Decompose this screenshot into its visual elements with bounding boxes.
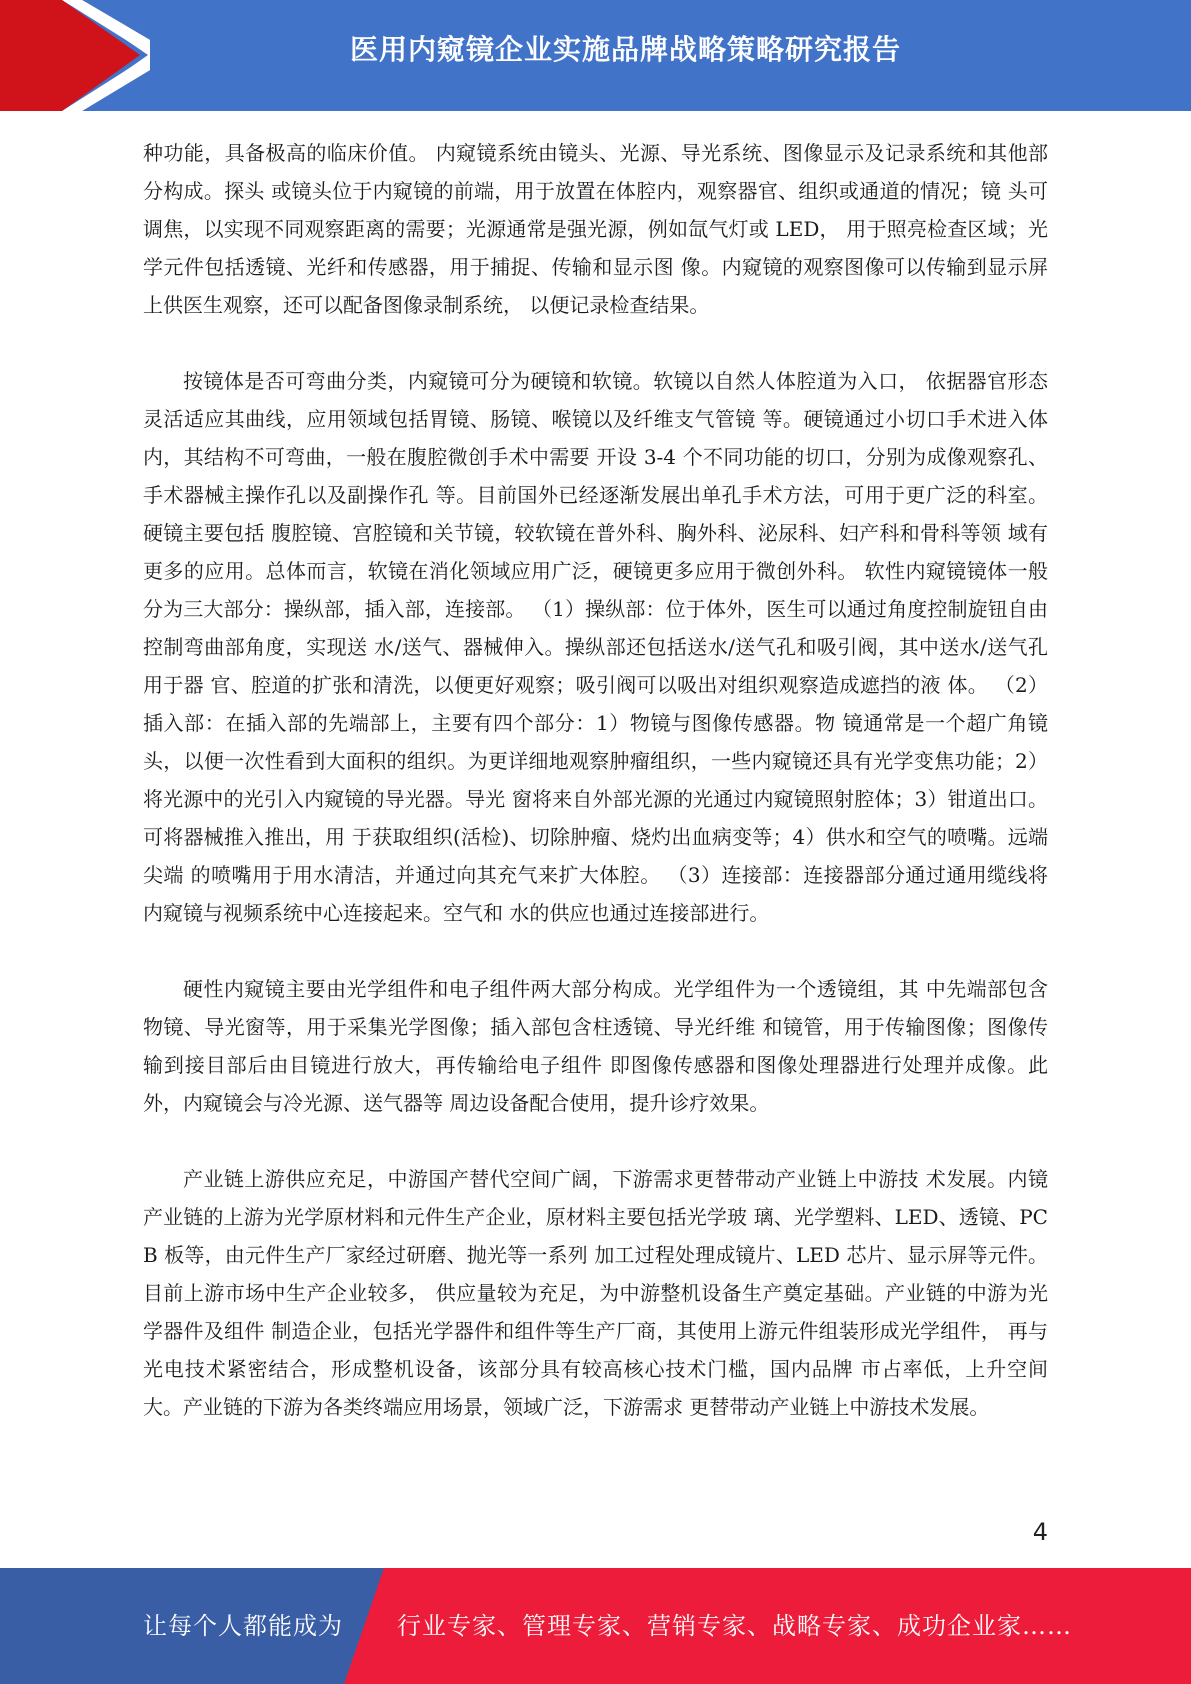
footer-slogan-left: 让每个人都能成为 [143,1612,343,1640]
paragraph-4: 产业链上游供应充足，中游国产替代空间广阔，下游需求更替带动产业链上中游技 术发展。内镜产业链的上游为光学原材料和元件生产企业，原材料主要包括光学玻 璃、光学塑料、LED、透镜、PCB 板等，由元件生产厂家经过研磨、抛光等一系列 加工过程处理成镜片、LED 芯片、显示屏等元件。目前上游市场中生产企业较多， 供应量较为充足，为中游整机设备生产奠定基础。产业链的中游为光学器件及组件 制造企业，包括光学器件和组件等生产厂商，其使用上游元件组装形成光学组件， 再与光电技术紧密结合，形成整机设备，该部分具有较高核心技术门槛，国内品牌 市占率低，上升空间大。产业链的下游为各类终端应用场景，领域广泛，下游需求 更替带动产业链上中游技术发展。 [143,1167,1048,1419]
page-number: 4 [1032,1518,1048,1546]
paragraph-2: 按镜体是否可弯曲分类，内窥镜可分为硬镜和软镜。软镜以自然人体腔道为入口， 依据器官形态灵活适应其曲线，应用领域包括胃镜、肠镜、喉镜以及纤维支气管镜 等。硬镜通过小切口手术进入体内，其结构不可弯曲，一般在腹腔微创手术中需要 开设 3-4 个不同功能的切口，分别为成像观察孔、手术器械主操作孔以及副操作孔 等。目前国外已经逐渐发展出单孔手术方法，可用于更广泛的科室。硬镜主要包括 腹腔镜、宫腔镜和关节镜，较软镜在普外科、胸外科、泌尿科、妇产科和骨科等领 域有更多的应用。总体而言，软镜在消化领域应用广泛，硬镜更多应用于微创外科。 软性内窥镜镜体一般分为三大部分：操纵部，插入部，连接部。 （1）操纵部：位于体外，医生可以通过角度控制旋钮自由控制弯曲部角度，实现送 水/送气、器械伸入。操纵部还包括送水/送气孔和吸引阀，其中送水/送气孔用于器 官、腔道的扩张和清洗，以便更好观察；吸引阀可以吸出对组织观察造成遮挡的液 体。 （2）插入部：在插入部的先端部上，主要有四个部分：1）物镜与图像传感器。物 镜通常是一个超广角镜头，以便一次性看到大面积的组织。为更详细地观察肿瘤组织，一些内窥镜还具有光学变焦功能；2）将光源中的光引入内窥镜的导光器。导光 窗将来自外部光源的光通过内窥镜照射腔体；3）钳道出口。可将器械推入推出，用 于获取组织(活检)、切除肿瘤、烧灼出血病变等；4）供水和空气的喷嘴。远端尖端 的喷嘴用于用水清洁，并通过向其充气来扩大体腔。 （3）连接部：连接器部分通过通用缆线将内窥镜与视频系统中心连接起来。空气和 水的供应也通过连接部进行。 [143,369,1048,925]
page-footer [0,1568,1191,1684]
paragraph-3: 硬性内窥镜主要由光学组件和电子组件两大部分构成。光学组件为一个透镜组，其 中先端部包含物镜、导光窗等，用于采集光学图像；插入部包含柱透镜、导光纤维 和镜管，用于传输图像；图像传输到接目部后由目镜进行放大，再传输给电子组件 即图像传感器和图像处理器进行处理并成像。此外，内窥镜会与冷光源、送气器等 周边设备配合使用，提升诊疗效果。 [143,977,1048,1115]
header-arrow-decoration [0,0,150,111]
document-body [143,134,1048,1464]
paragraph-1: 种功能，具备极高的临床价值。 内窥镜系统由镜头、光源、导光系统、图像显示及记录系统和其他部分构成。探头 或镜头位于内窥镜的前端，用于放置在体腔内，观察器官、组织或通道的情况；镜 头可调焦，以实现不同观察距离的需要；光源通常是强光源，例如氙气灯或 LED， 用于照亮检查区域；光学元件包括透镜、光纤和传感器，用于捕捉、传输和显示图 像。内窥镜的观察图像可以传输到显示屏上供医生观察，还可以配备图像录制系统， 以便记录检查结果。 [143,141,1048,317]
page-title: 医用内窥镜企业实施品牌战略策略研究报告 [349,33,901,66]
page-header [0,0,1191,111]
footer-slogan-right: 行业专家、管理专家、营销专家、战略专家、成功企业家…… [397,1612,1072,1640]
